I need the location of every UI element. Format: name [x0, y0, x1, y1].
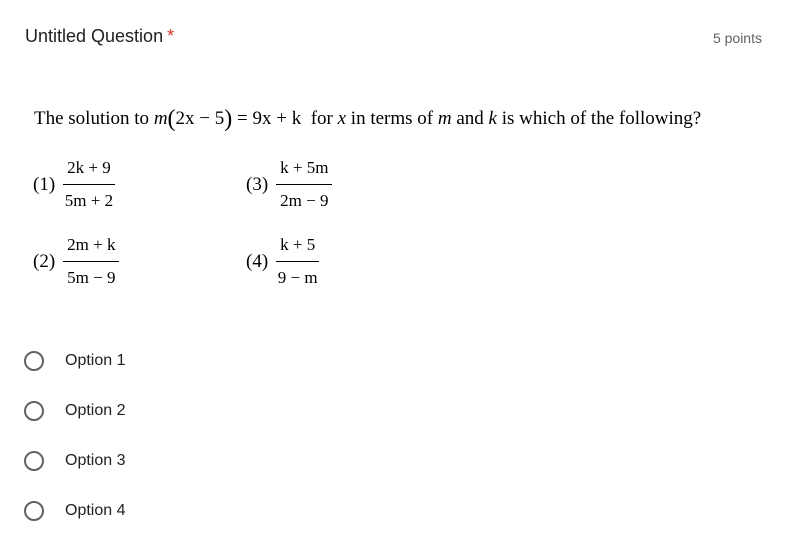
stem-paren-close: ) [224, 106, 233, 132]
fraction-numerator: 2k + 9 [63, 158, 115, 185]
choice-number: (2) [33, 250, 56, 272]
radio-button[interactable] [24, 351, 44, 371]
answer-choice-3 [246, 158, 332, 211]
option-label[interactable]: Option 3 [65, 452, 126, 469]
stem-equation-rhs: = 9x + k [237, 108, 302, 129]
question-stem [34, 106, 701, 133]
radio-button[interactable] [24, 501, 44, 521]
fraction-numerator: 2m + k [63, 235, 119, 262]
option-list [24, 346, 125, 546]
option-label[interactable]: Option 4 [65, 502, 126, 519]
fraction [276, 158, 332, 211]
fraction-denominator: 9 − m [277, 268, 318, 287]
option-4[interactable] [24, 496, 125, 526]
choice-number: (1) [33, 173, 56, 195]
radio-button[interactable] [24, 451, 44, 471]
fraction-denominator: 5m + 2 [64, 191, 114, 210]
stem-paren-open: ( [167, 106, 176, 132]
question-image [0, 94, 785, 294]
fraction-denominator: 2m − 9 [280, 191, 329, 210]
stem-var-m2: m [437, 108, 452, 129]
fraction [276, 235, 319, 288]
option-1[interactable] [24, 346, 125, 376]
option-label[interactable]: Option 2 [65, 402, 126, 419]
answer-choice-4 [246, 235, 319, 288]
question-title [25, 26, 174, 47]
choice-number: (4) [246, 250, 269, 272]
radio-button[interactable] [24, 401, 44, 421]
answer-choice-2 [33, 235, 119, 288]
stem-for: for [310, 108, 333, 129]
answer-choice-1 [33, 158, 115, 211]
choice-number: (3) [246, 173, 269, 195]
stem-lead: The solution to [34, 108, 150, 129]
stem-var-x: x [337, 108, 347, 129]
stem-tail: is which of the following? [501, 108, 702, 129]
stem-var-k: k [488, 108, 497, 129]
option-3[interactable] [24, 446, 125, 476]
fraction-numerator: k + 5m [276, 158, 332, 185]
fraction-denominator: 5m − 9 [67, 268, 116, 287]
stem-inner: 2x − 5 [175, 108, 225, 129]
fraction-numerator: k + 5 [276, 235, 319, 262]
points-label: 5 points [712, 30, 762, 46]
question-title-text: Untitled Question [25, 26, 164, 46]
stem-in-terms: in terms of [350, 108, 434, 129]
required-marker: * [167, 26, 175, 46]
stem-and: and [456, 108, 484, 129]
stem-var-m: m [153, 108, 168, 129]
option-label[interactable]: Option 1 [65, 352, 126, 369]
option-2[interactable] [24, 396, 125, 426]
fraction [63, 235, 119, 288]
fraction [63, 158, 115, 211]
